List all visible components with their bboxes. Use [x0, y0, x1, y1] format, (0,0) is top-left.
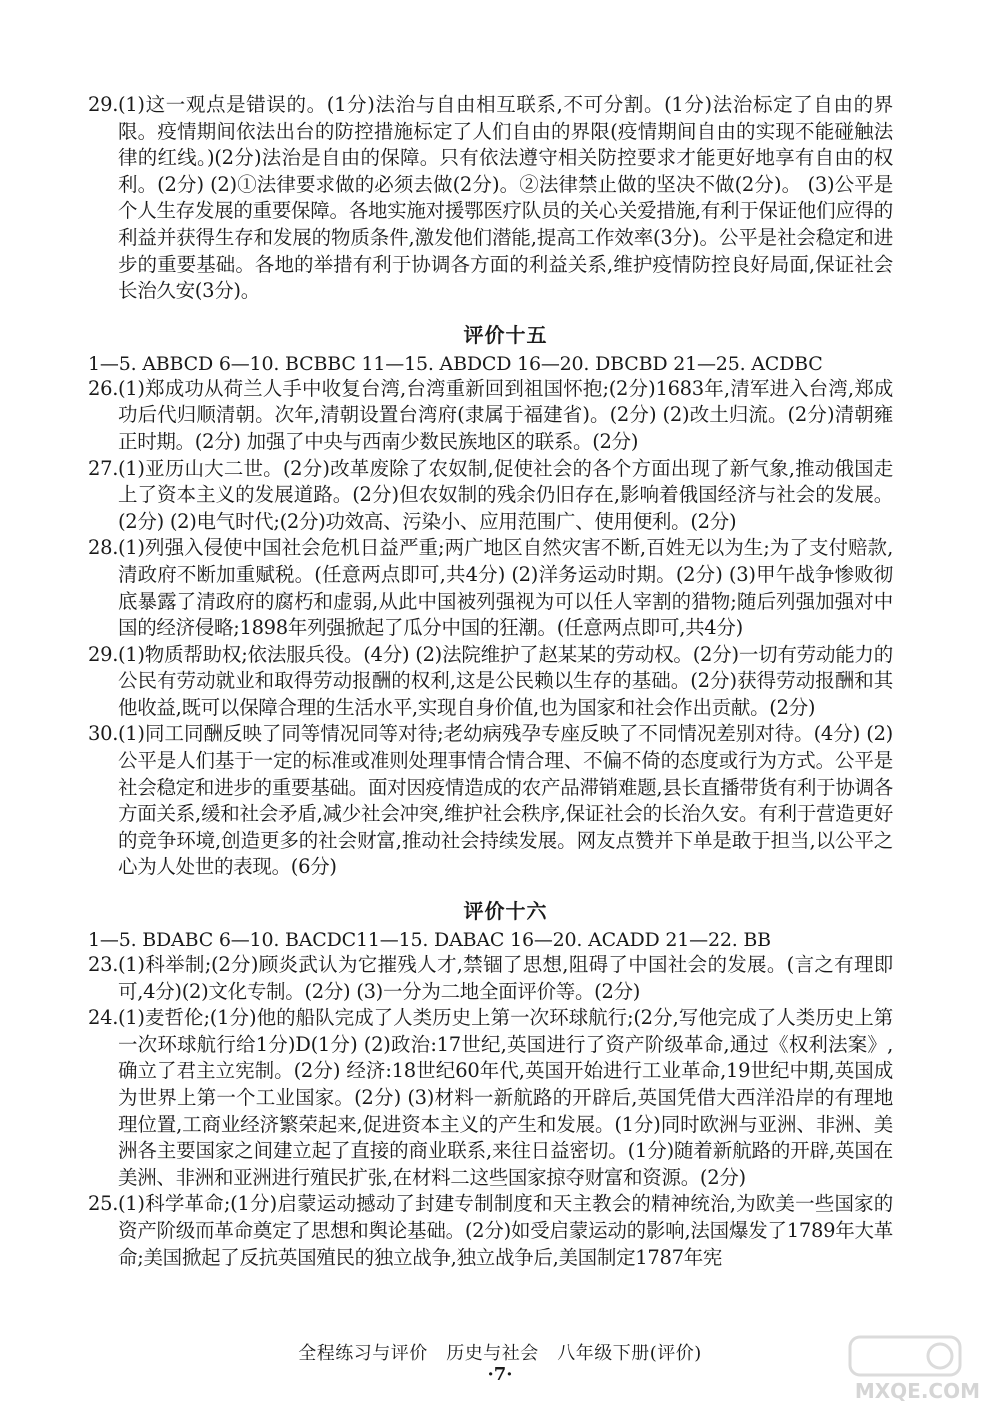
answer-item-24: [88, 1005, 893, 1191]
section-16-choice-answers: 1—5. BDABC 6—10. BACDC11—15. DABAC 16—20. ACADD 21—22. BB: [88, 929, 771, 952]
item-text: (1)郑成功从荷兰人手中收复台湾,台湾重新回到祖国怀抱;(2分)1683年,清军进入台湾,郑成功后代归顺清朝。次年,清朝设置台湾府(隶属于福建省)。(2分) (2)改土归流。(2分)清朝雍正时期。(2分) 加强了中央与西南少数民族地区的联系。(2分): [118, 376, 893, 453]
answer-item-26: [88, 376, 893, 456]
item-number: 27.: [88, 456, 119, 480]
watermark-text: MXQE.COM: [854, 1379, 980, 1403]
answer-item-29: [88, 642, 893, 722]
item-number: 28.: [88, 536, 119, 560]
item-text: (1)物质帮助权;依法服兵役。(4分) (2)法院维护了赵某某的劳动权。(2分)一切有劳动能力的公民有劳动就业和取得劳动报酬的权利,这是公民赖以生存的基础。(2分)获得劳动报酬和其他收益,既可以保障合理的生活水平,实现自身价值,也为国家和社会作出贡献。(2分): [118, 642, 893, 719]
answer-item-23: [88, 952, 893, 1005]
watermark-icon: [830, 1333, 980, 1383]
item-text: (1)麦哲伦;(1分)他的船队完成了人类历史上第一次环球航行;(2分,写他完成了人类历史上第一次环球航行给1分)D(1分) (2)政治:17世纪,英国进行了资产阶级革命,通过《权利法案》,确立了君主立宪制。(2分) 经济:18世纪60年代,英国开始进行工业革命,19世纪中期,英国成为世界上第一个工业国家。(2分) (3)材料一新航路的开辟后,英国凭借大西洋沿岸的有理地理位置,工商业经济繁荣起来,促进资本主义的产生和发展。(1分)同时欧洲与亚洲、非洲、美洲各主要国家之间建立起了直接的商业联系,来往日益密切。(1分)随着新航路的开辟,英国在美洲、非洲和亚洲进行殖民扩张,在材料二这些国家掠夺财富和资源。(2分): [118, 1006, 893, 1189]
item-number: 24.: [88, 1006, 119, 1030]
item-number: 29.: [88, 93, 119, 116]
item-number: 26.: [88, 376, 119, 400]
section-15-choice-answers: 1—5. ABBCD 6—10. BCBBC 11—15. ABDCD 16—20. DBCBD 21—25. ACDBC: [88, 352, 823, 375]
item-number: 23.: [88, 953, 119, 977]
item-text: (1)科举制;(2分)顾炎武认为它摧残人才,禁锢了思想,阻碍了中国社会的发展。(言之有理即可,4分)(2)文化专制。(2分) (3)一分为二地全面评价等。(2分): [118, 953, 893, 1003]
section-15-title: 评价十五: [463, 322, 548, 347]
section-16-title: 评价十六: [463, 899, 548, 924]
item-text: (1)列强入侵使中国社会危机日益严重;两广地区自然灾害不断,百姓无以为生;为了支付赔款,清政府不断加重赋税。(任意两点即可,共4分) (2)洋务运动时期。(2分) (3)甲午战争惨败彻底暴露了清政府的腐朽和虚弱,从此中国被列强视为可以任人宰割的猎物;随后列强加强对中国的经济侵略;1898年列强掀起了瓜分中国的狂潮。(任意两点即可,共4分): [118, 536, 893, 640]
item-text: (1)科学革命;(1分)启蒙运动撼动了封建专制制度和天主教会的精神统治,为欧美一些国家的资产阶级而革命奠定了思想和舆论基础。(2分)如受启蒙运动的影响,法国爆发了1789年大革命;美国掀起了反抗英国殖民的独立战争,独立战争后,美国制定1787年宪: [118, 1192, 893, 1269]
answer-item-30: [88, 721, 893, 881]
item-text: (1)这一观点是错误的。(1分)法治与自由相互联系,不可分割。(1分)法治标定了自由的界限。疫情期间依法出台的防控措施标定了人们自由的界限(疫情期间自由的实现不能碰触法律的红线。)(2分)法治是自由的保障。只有依法遵守相关防控要求才能更好地享有自由的权利。(2分) (2)①法律要求做的必须去做(2分)。②法律禁止做的坚决不做(2分)。 (3)公平是个人生存发展的重要保障。各地实施对援鄂医疗队员的关心关爱措施,有利于保证他们应得的利益并获得生存和发展的物质条件,激发他们潜能,提高工作效率(3分)。公平是社会稳定和进步的重要基础。各地的举措有利于协调各方面的利益关系,维护疫情防控良好局面,保证社会长治久安(3分)。: [118, 93, 893, 303]
answer-item-29-top: [88, 92, 893, 305]
page-number: ·7·: [487, 1364, 513, 1385]
page-footer: 全程练习与评价 历史与社会 八年级下册(评价): [298, 1343, 702, 1364]
item-number: 29.: [88, 642, 119, 666]
answer-item-27: [88, 456, 893, 536]
answer-item-28: [88, 535, 893, 641]
answer-page: [88, 92, 893, 1271]
watermark-logo: [830, 1333, 980, 1403]
item-number: 25.: [88, 1192, 119, 1216]
item-text: (1)亚历山大二世。(2分)改革废除了农奴制,促使社会的各个方面出现了新气象,推动俄国走上了资本主义的发展道路。(2分)但农奴制的残余仍旧存在,影响着俄国经济与社会的发展。(2分) (2)电气时代;(2分)功效高、污染小、应用范围广、使用便利。(2分): [118, 456, 893, 533]
item-text: (1)同工同酬反映了同等情况同等对待;老幼病残孕专座反映了不同情况差别对待。(4分) (2)公平是人们基于一定的标准或准则处理事情合情合理、不偏不倚的态度或行为方式。公平是社会稳定和进步的重要基础。面对因疫情造成的农产品滞销难题,县长直播带货有利于协调各方面关系,缓和社会矛盾,减少社会冲突,维护社会秩序,保证社会的长治久安。有利于营造更好的竞争环境,创造更多的社会财富,推动社会持续发展。网友点赞并下单是敢于担当,以公平之心为人处世的表现。(6分): [118, 722, 893, 879]
item-number: 30.: [88, 722, 119, 746]
answer-item-25: [88, 1191, 893, 1271]
